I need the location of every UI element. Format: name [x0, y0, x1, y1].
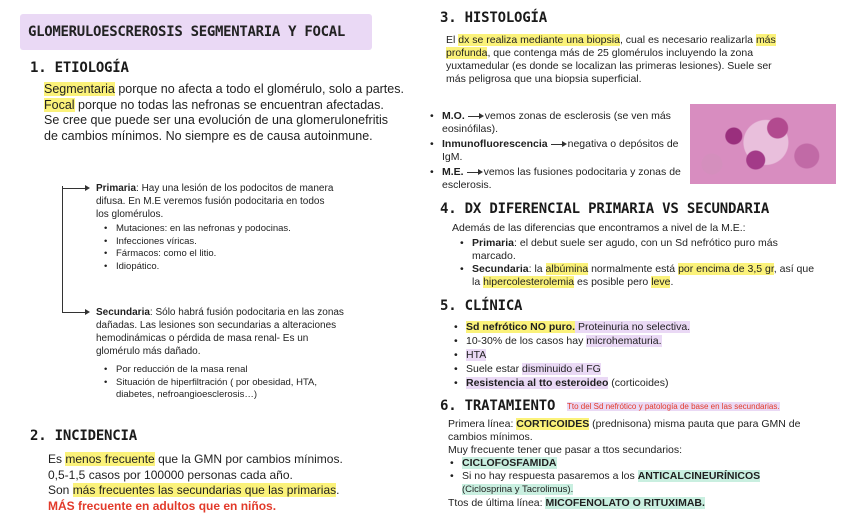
dx-body [452, 222, 822, 289]
dx-primaria-term: Primaria [472, 237, 515, 249]
clinica-list [466, 320, 806, 390]
secundaria-term: Secundaria [96, 307, 150, 318]
text: vemos las fusiones podocitaria y zonas de esclerosis. [442, 166, 681, 191]
text: : el debut suele ser agudo, con un Sd nefrótico puro más marcado. [472, 237, 778, 262]
dx-intro: Además de las diferencias que encontramos a nivel de la M.E.: [452, 222, 746, 234]
highlight: MICOFENOLATO O RITUXIMAB. [545, 497, 705, 509]
text: (prednisona) misma pauta que para GMN de cambios mínimos. [448, 418, 801, 443]
highlight: más profunda [446, 34, 776, 59]
list-item [466, 334, 806, 348]
incidencia-line-2: 0,5-1,5 casos por 100000 personas cada año. [48, 467, 293, 482]
list-item: • Situación de hiperfiltración ( por obesidad, HTA, diabetes, nefroangioesclerosis…) [116, 377, 346, 402]
focal-line [44, 98, 404, 114]
tratamiento-line-3 [448, 497, 830, 510]
highlight: leve [651, 276, 671, 288]
arrow-icon [551, 144, 565, 145]
text: : la [528, 263, 546, 275]
segmentaria-term: Segmentaria [44, 82, 115, 96]
list-item [466, 348, 806, 362]
list-item [472, 237, 822, 263]
highlight: menos frecuente [65, 452, 155, 466]
title-box [20, 14, 372, 50]
histology-image [690, 104, 836, 184]
list-item [442, 138, 682, 164]
highlight: Resistencia al tto esteroideo [466, 377, 609, 389]
arrow-primaria [62, 188, 88, 189]
tratamiento-body [448, 418, 830, 510]
primaria-block [96, 182, 336, 273]
text: (corticoides) [608, 377, 669, 389]
list-item [466, 362, 806, 376]
section-heading-tratamiento: 6. TRATAMIENTO [440, 398, 556, 414]
text: vemos zonas de esclerosis (se ven más eosinófilas). [442, 110, 671, 135]
me-term: M.E. [442, 166, 464, 178]
incidencia-body [48, 452, 408, 514]
secundaria-list [116, 364, 346, 402]
highlight: por encima de 3,5 gr [678, 263, 774, 275]
highlight: más frecuentes las secundarias que las primarias [72, 483, 337, 497]
section-heading-clinica: 5. CLÍNICA [440, 298, 523, 314]
highlight: CORTICOIDES [516, 418, 590, 430]
primaria-text: : Hay una lesión de los podocitos de manera difusa. En M.E veremos fusión podocitaria en todos los glomérulos. [96, 183, 334, 220]
highlight: ANTICALCINEURÍNICOS [637, 470, 761, 482]
text: que la GMN por cambios mínimos. [154, 452, 343, 466]
list-item: • Fármacos: como el litio. [116, 248, 336, 261]
mo-term: M.O. [442, 110, 465, 122]
text: Primera línea: [448, 418, 517, 430]
section-heading-incidencia: 2. INCIDENCIA [30, 428, 137, 444]
text: es posible pero [574, 276, 652, 288]
list-item [466, 376, 806, 390]
primaria-desc [96, 182, 336, 221]
highlight: hipercolesterolemia [483, 276, 575, 288]
list-item: • Mutaciones: en las nefronas y podocinas. [116, 223, 336, 236]
list-item [466, 320, 806, 334]
histologia-list [442, 110, 682, 192]
list-item: • Infecciones víricas. [116, 236, 336, 249]
list-item [472, 263, 822, 289]
text: El [446, 34, 459, 46]
list-item [442, 110, 682, 136]
tratamiento-line-1 [448, 418, 830, 444]
section-heading-histologia: 3. HISTOLOGÍA [440, 10, 547, 26]
list-item [462, 457, 830, 470]
focal-text: porque no todas las nefronas se encuentran afectadas. [74, 97, 384, 112]
secundaria-block [96, 306, 346, 402]
text: , que contenga más de 25 glomérulos incluyendo la zona yuxtamedular (es donde se localizan las primeras lesiones). Suele ser más peligrosa que una biopsia superficial. [446, 47, 772, 85]
highlight: (Ciclosprina y Tacrolimus). [462, 484, 574, 495]
tree-bracket [62, 186, 63, 313]
text: Es [48, 452, 66, 466]
incidencia-line-1 [48, 452, 408, 468]
highlight: microhematuria. [586, 335, 662, 347]
primaria-list [116, 223, 336, 273]
text: . [336, 483, 340, 497]
incidencia-line-4: MÁS frecuente en adultos que en niños. [48, 498, 277, 513]
etiologia-body [44, 82, 404, 144]
list-item: • Por reducción de la masa renal [116, 364, 346, 377]
segmentaria-text: porque no afecta a todo el glomérulo, solo a partes. [114, 82, 404, 96]
secundaria-text: : Sólo habrá fusión podocitaria en las zonas dañadas. Las lesiones son secundarias a alteraciones hemodinámicas o pérdida de masa renal- Es un glomérulo más dañado. [96, 307, 344, 357]
segmentaria-line [44, 82, 404, 98]
dx-secundaria-term: Secundaria [472, 263, 529, 275]
tratamiento-note: Tto del Sd nefrótico y patología de base en las secundarias. [567, 402, 780, 411]
text: , cual es necesario realizarla [619, 34, 756, 46]
arrow-icon [467, 172, 481, 173]
highlight: Proteinuria no selectiva. [575, 321, 691, 333]
text: Si no hay respuesta pasaremos a los [462, 470, 638, 482]
highlight: CICLOFOSFAMIDA [462, 457, 557, 469]
text: 10-30% de los casos hay [466, 335, 587, 347]
list-item [462, 470, 830, 496]
text: Ttos de última línea: [448, 497, 546, 509]
if-term: Inmunofluorescencia [442, 138, 548, 150]
arrow-icon [468, 116, 482, 117]
text: , así que la [472, 263, 815, 288]
arrow-secundaria [62, 312, 88, 313]
text: . [670, 276, 674, 288]
section-heading-dx: 4. DX DIFERENCIAL PRIMARIA VS SECUNDARIA [440, 201, 770, 217]
text: Suele estar [466, 363, 523, 375]
incidencia-line-3 [48, 483, 408, 499]
secundaria-desc [96, 306, 346, 358]
highlight: disminuido el FG [522, 363, 601, 375]
list-item: • Idiopático. [116, 261, 336, 274]
page-title: GLOMERULOESCREROSIS SEGMENTARIA Y FOCAL [28, 24, 346, 40]
histologia-paragraph [446, 34, 776, 86]
text: negativa o depósitos de IgM. [442, 138, 679, 163]
list-item [442, 166, 682, 192]
highlight: Sd nefrótico NO puro. [466, 321, 576, 333]
text: Son [48, 483, 73, 497]
highlight: albúmina [545, 263, 589, 275]
text: normalmente está [588, 263, 679, 275]
highlight: dx se realiza mediante una biopsia [458, 34, 620, 46]
section-heading-etiologia: 1. ETIOLOGÍA [30, 60, 129, 76]
highlight: HTA [466, 349, 487, 361]
primaria-term: Primaria [96, 183, 137, 194]
focal-term: Focal [44, 97, 75, 112]
etiologia-note: Se cree que puede ser una evolución de una glomerulonefritis de cambios mínimos. No siempre es de causa autoinmune. [44, 113, 388, 143]
tratamiento-line-2: Muy frecuente tener que pasar a ttos secundarios: [448, 444, 683, 456]
